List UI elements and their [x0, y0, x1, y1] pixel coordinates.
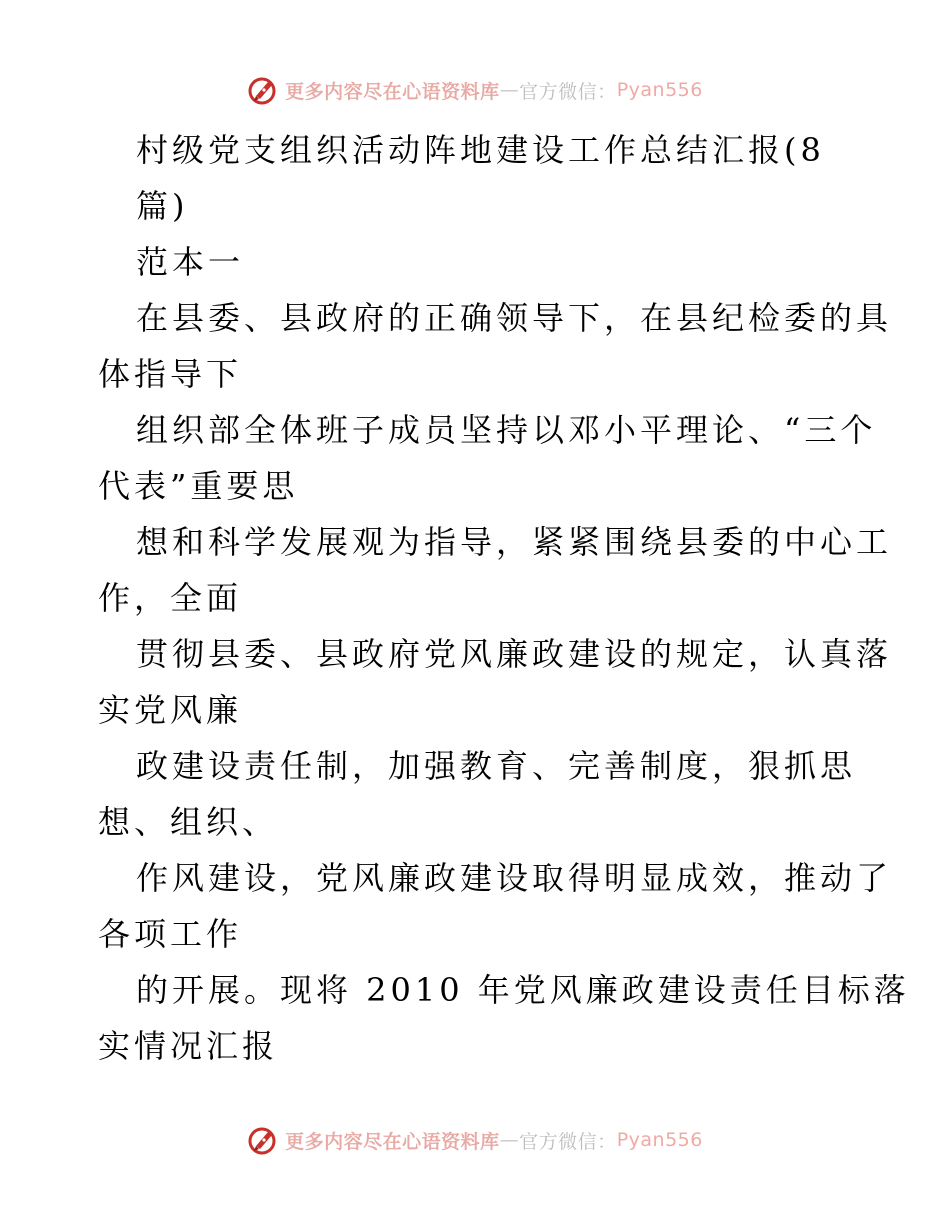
banner-main-text: 更多内容尽在心语资料库: [285, 80, 500, 103]
paragraph-line: 贯彻县委、县政府党风廉政建设的规定，认真落: [136, 635, 893, 673]
paragraph-line: 想和科学发展观为指导，紧紧围绕县委的中心工: [136, 523, 893, 561]
header-watermark-banner: [0, 70, 950, 110]
paragraph-line: 体指导下: [98, 355, 243, 393]
paragraph-line: 组织部全体班子成员坚持以邓小平理论、“三个: [136, 411, 877, 449]
paragraph-line: 的开展。现将 2010 年党风廉政建设责任目标落: [136, 971, 910, 1009]
paragraph-line: 在县委、县政府的正确领导下，在县纪检委的具: [136, 299, 893, 337]
footer-watermark-banner: [0, 1120, 950, 1160]
paragraph-line: 作风建设，党风廉政建设取得明显成效，推动了: [136, 859, 893, 897]
banner-contact-id: Pyan556: [616, 1129, 703, 1151]
banner-separator: —: [499, 1129, 520, 1151]
paragraph-line: 代表”重要思: [98, 467, 299, 505]
banner-separator: —: [499, 79, 520, 101]
paragraph-line: 作，全面: [98, 579, 243, 617]
banner-contact-id: Pyan556: [616, 79, 703, 101]
pen-nib-logo-icon: [247, 1124, 279, 1156]
paragraph-line: 想、组织、: [98, 803, 279, 841]
paragraph-line: 实党风廉: [98, 691, 243, 729]
document-body: [98, 122, 910, 1074]
section-heading: 范本一: [136, 243, 245, 281]
banner-main-text: 更多内容尽在心语资料库: [285, 1130, 500, 1153]
banner-contact-label: 官方微信：: [519, 80, 617, 103]
banner-contact-label: 官方微信：: [519, 1130, 617, 1153]
paragraph-line: 政建设责任制，加强教育、完善制度，狠抓思: [136, 747, 857, 785]
document-title-line-2: 篇): [136, 187, 189, 225]
paragraph-line: 各项工作: [98, 915, 243, 953]
paragraph-line: 实情况汇报: [98, 1027, 279, 1065]
pen-nib-logo-icon: [247, 74, 279, 106]
document-title-line-1: 村级党支组织活动阵地建设工作总结汇报(8: [136, 131, 825, 169]
